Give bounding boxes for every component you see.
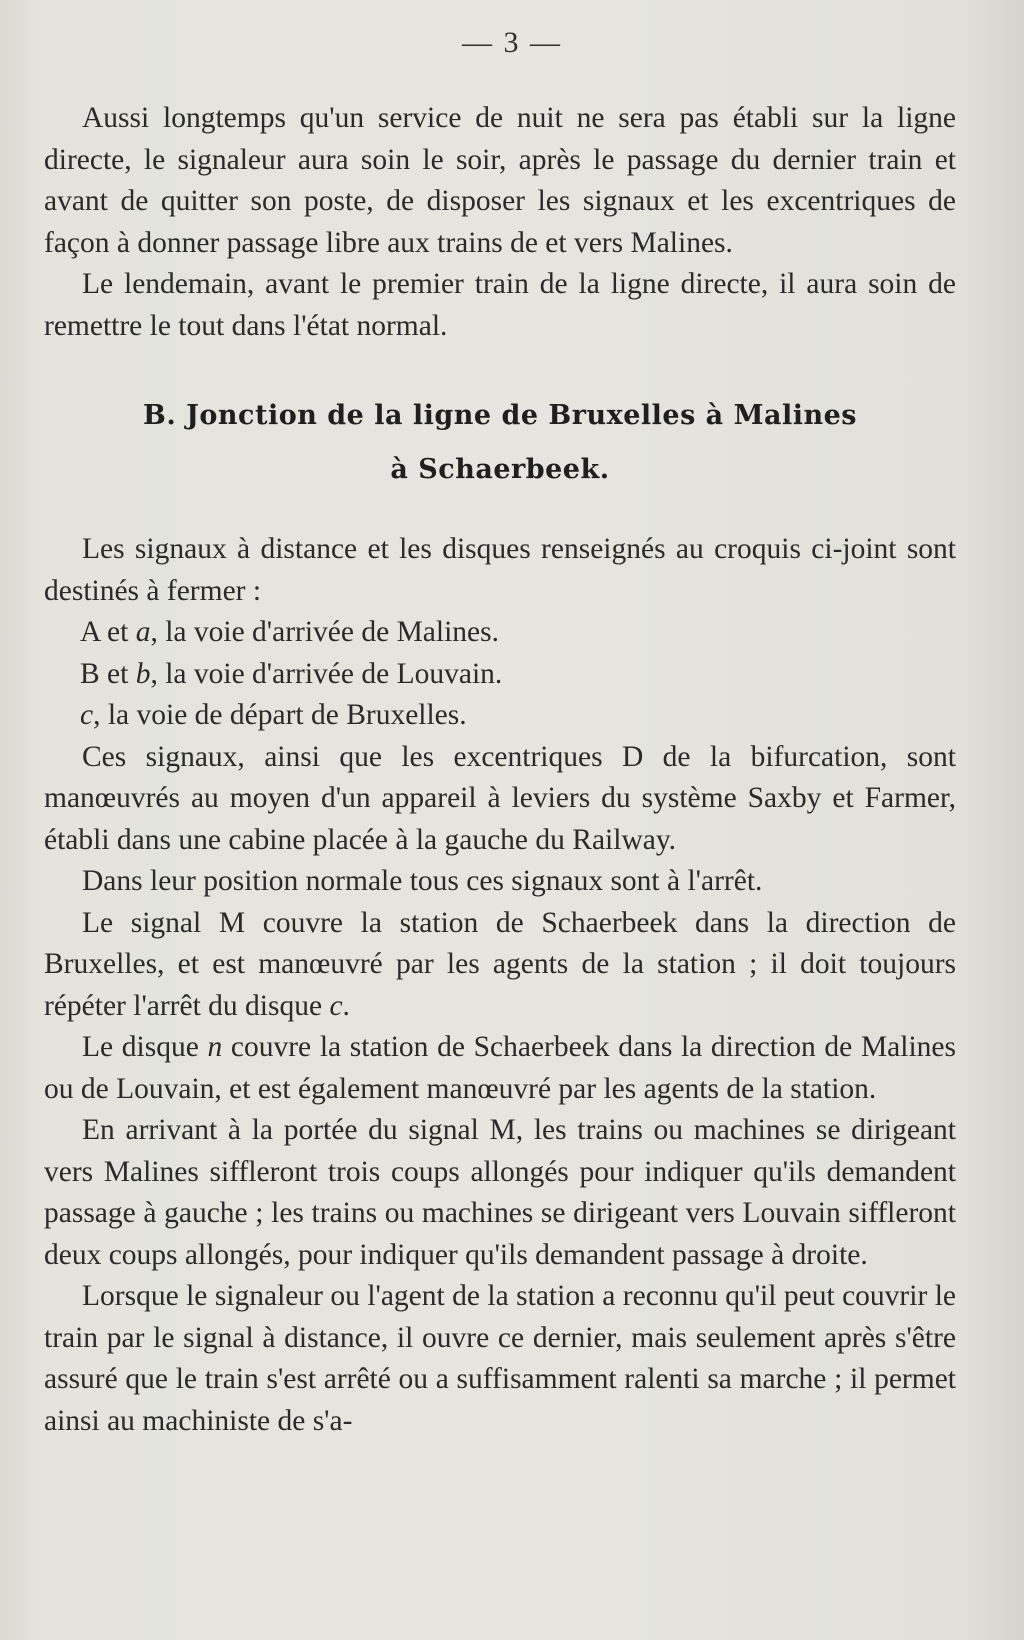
paragraph-saxby-farmer: Ces signaux, ainsi que les excentriques D de la bifurcation, sont manœuvrés au moyen d'un appareil à leviers du système Saxby et Farmer, établi dans une cabine placée à la gauche du Railway. [44, 740, 956, 856]
section-heading [44, 389, 956, 497]
page-number: — 3 — [462, 26, 562, 59]
paragraph-text: Le signal M couvre la station de Schaerbeek dans la direction de Bruxelles, et est manœuvré par les agents de la station ; il doit toujours répéter l'arrêt du disque [44, 906, 956, 1022]
section-heading-line2: à Schaerbeek. [390, 454, 610, 485]
paragraph-signal-m [44, 903, 956, 1028]
section-heading-line1: B. Jonction de la ligne de Bruxelles à Malines [143, 400, 857, 431]
list-item-text: , la voie d'arrivée de Malines. [150, 616, 499, 648]
list-item-text: , la voie d'arrivée de Louvain. [150, 657, 503, 690]
paragraph-end: . [342, 989, 350, 1022]
paragraph-text: couvre la station de Schaerbeek dans la direction de Malines ou de Louvain, et est également manœuvré par les agents de la station. [44, 1031, 956, 1105]
paragraph-night-service: Aussi longtemps qu'un service de nuit ne sera pas établi sur la ligne directe, le signaleur aura soin le soir, après le passage du dernier train et avant de quitter son poste, de disposer les signaux et les excentriques de façon à donner passage libre aux trains de et vers Malines. [44, 102, 956, 259]
list-item-a [44, 612, 956, 654]
list-item-italic-letter: b [135, 657, 151, 690]
document-body [44, 98, 956, 1442]
list-item-c [44, 695, 956, 737]
paragraph-next-morning: Le lendemain, avant le premier train de la ligne directe, il aura soin de remettre le tout dans l'état normal. [44, 268, 956, 342]
list-item-text: , la voie de départ de Bruxelles. [93, 699, 467, 731]
paragraph-intro-signals: Les signaux à distance et les disques renseignés au croquis ci-joint sont destinés à fermer : [44, 533, 956, 607]
italic-letter: n [207, 1031, 223, 1063]
list-item-italic-letter: c [80, 699, 94, 731]
paragraph-disque-n [44, 1027, 956, 1110]
paragraph-start: Le disque [82, 1031, 208, 1063]
list-item-italic-letter: a [135, 616, 151, 648]
list-item-letters: B et [80, 657, 136, 690]
paragraph-signaleur: Lorsque le signaleur ou l'agent de la station a reconnu qu'il peut couvrir le train par le signal à distance, il ouvre ce dernier, mais seulement après s'être assuré que le train s'est arrêté ou a suffisamment ralenti sa marche ; il permet ainsi au machiniste de s'a- [44, 1280, 956, 1437]
list-item-letters: A et [80, 616, 136, 648]
list-item-b [44, 654, 956, 696]
paragraph-normal-position: Dans leur position normale tous ces signaux sont à l'arrêt. [82, 865, 763, 897]
paragraph-whistle: En arrivant à la portée du signal M, les trains ou machines se dirigeant vers Malines siffleront trois coups allongés pour indiquer qu'ils demandent passage à gauche ; les trains ou machines se dirigeant vers Louvain siffleront deux coups allongés, pour indiquer qu'ils demandent passage à droite. [44, 1114, 956, 1271]
italic-letter: c [329, 989, 343, 1022]
